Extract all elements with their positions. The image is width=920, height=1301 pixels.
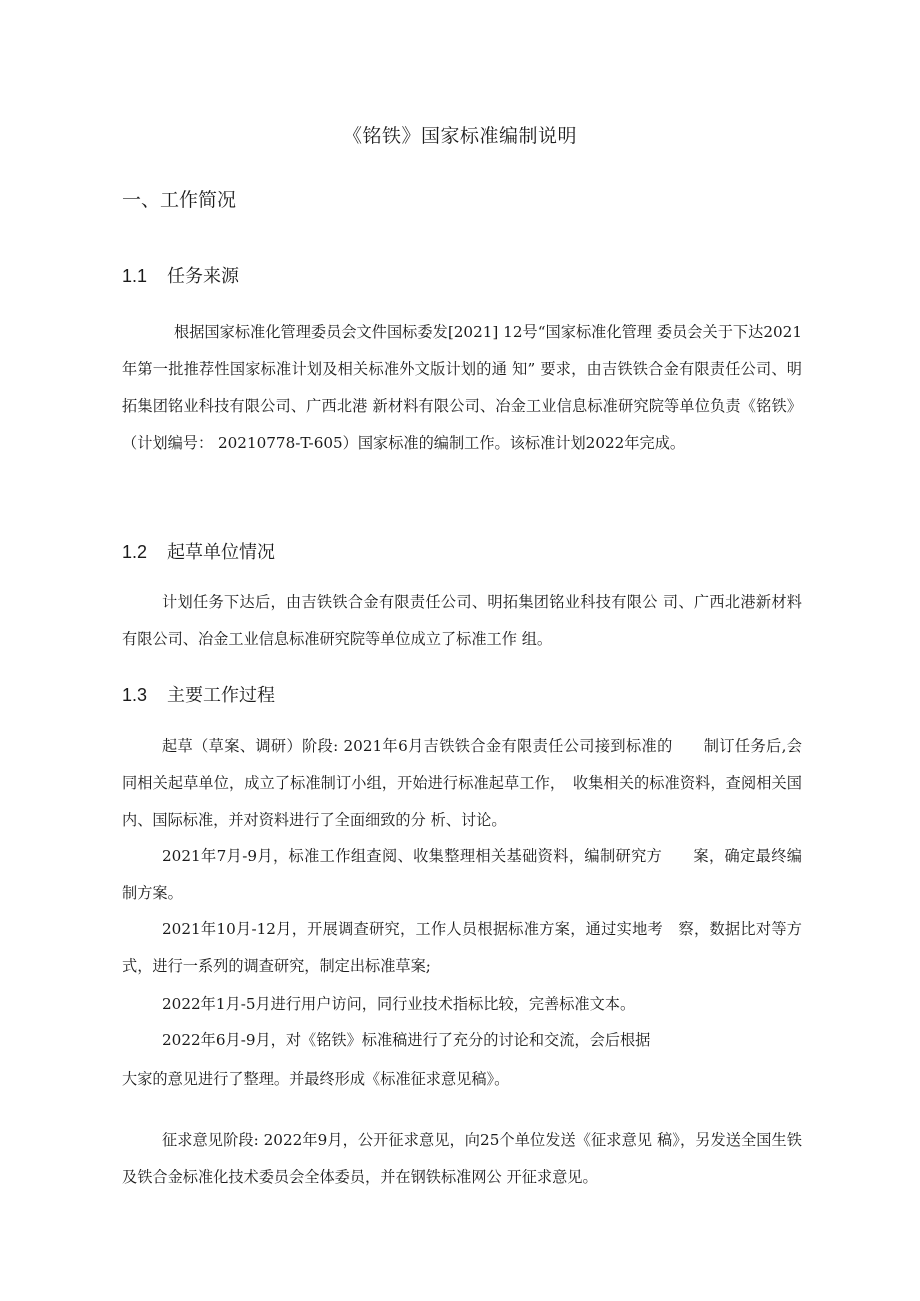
subsection-title: 任务来源 bbox=[167, 266, 239, 287]
section-heading-work-overview: 一、工作简况 bbox=[122, 189, 237, 211]
paragraph-2021-oct-dec: 2021年10月-12月，开展调查研究，工作人员根据标准方案，通过实地考 察，数据比对等方式，进行一系列的调查研究，制定出标准草案; bbox=[122, 920, 802, 975]
subsection-heading-task-source bbox=[122, 262, 239, 288]
subsection-title: 主要工作过程 bbox=[167, 685, 275, 706]
paragraph-drafting-stage: 起草（草案、调研）阶段: 2021年6月吉铁铁合金有限责任公司接到标准的 制订任务后,会同相关起草单位，成立了标准制订小组，开始进行标准起草工作， 收集相关的标准资料，查阅相关国内、国际标准，并对资料进行了全面细致的分 析、讨论。 bbox=[122, 737, 802, 829]
paragraph-2021-jul-sep: 2021年7月-9月，标准工作组查阅、收集整理相关基础资料，编制研究方 案，确定最终编制方案。 bbox=[122, 847, 802, 902]
document-title: 《铭铁》国家标准编制说明 bbox=[342, 125, 577, 147]
subsection-heading-drafting-units bbox=[122, 538, 275, 564]
subsection-heading-work-process bbox=[122, 681, 275, 707]
subsection-number: 1.1 bbox=[122, 266, 148, 286]
subsection-title: 起草单位情况 bbox=[167, 542, 275, 563]
subsection-number: 1.3 bbox=[122, 685, 148, 705]
subsection-number: 1.2 bbox=[122, 542, 148, 562]
paragraph-2022-jun-sep: 2022年6月-9月，对《铭铁》标准稿进行了充分的讨论和交流，会后根据 bbox=[162, 1031, 651, 1049]
paragraph-drafting-units: 计划任务下达后，由吉铁铁合金有限责任公司、明拓集团铭业科技有限公 司、广西北港新材料有限公司、冶金工业信息标准研究院等单位成立了标准工作 组。 bbox=[122, 593, 802, 648]
paragraph-task-source: 根据国家标准化管理委员会文件国标委发[2021] 12号“国家标准化管理 委员会关于下达2021年第一批推荐性国家标准计划及相关标准外文版计划的通 知” 要求，由吉铁铁合金有限责任公司、明拓集团铭业科技有限公司、广西北港 新材料有限公司、冶金工业信息标准研究院等单位负责《铭铁》（计划编号： 20210778-T-605）国家标准的编制工作。该标准计划2022年完成。 bbox=[122, 323, 802, 452]
paragraph-2022-jun-sep-continued: 大家的意见进行了整理。并最终形成《标准征求意见稿》。 bbox=[122, 1070, 510, 1088]
paragraph-2022-jan-may: 2022年1月-5月进行用户访问，同行业技术指标比较，完善标准文本。 bbox=[162, 995, 636, 1013]
paragraph-comment-stage: 征求意见阶段: 2022年9月，公开征求意见，向25个单位发送《征求意见 稿》，另发送全国生铁及铁合金标准化技术委员会全体委员，并在钢铁标准网公 开征求意见。 bbox=[122, 1131, 802, 1186]
